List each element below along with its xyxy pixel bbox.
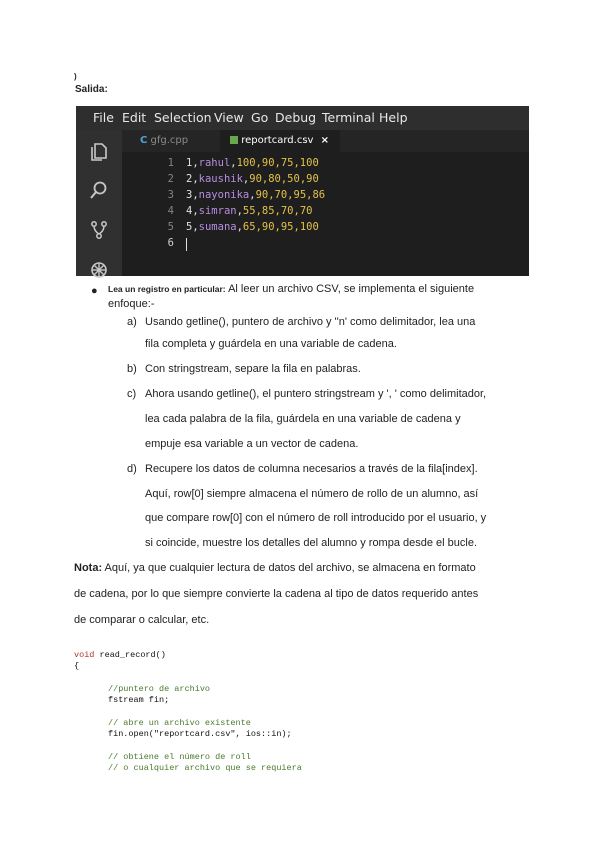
- line-number: 4: [167, 205, 174, 217]
- code-statement: fstream fin;: [108, 695, 170, 705]
- nota-text: Aquí, ya que cualquier lectura de datos del archivo, se almacena en formato: [102, 562, 476, 574]
- code-line: 2,kaushik,90,80,50,90: [186, 173, 319, 185]
- code-line: 1,rahul,100,90,75,100: [186, 157, 319, 169]
- tab-label: reportcard.csv: [241, 135, 314, 146]
- step-marker-a: a): [127, 316, 137, 328]
- menu-help[interactable]: Help: [379, 110, 408, 125]
- function-name: read_record(): [94, 650, 166, 660]
- code-comment: // abre un archivo existente: [108, 718, 251, 728]
- line-number: 1: [167, 157, 174, 169]
- step-c-line3: empuje esa variable a un vector de cadena.: [145, 438, 359, 450]
- step-d-line1: Recupere los datos de columna necesarios a través de la fila[index].: [145, 463, 478, 475]
- code-comment: // o cualquier archivo que se requiera: [108, 763, 302, 773]
- step-marker-c: c): [127, 388, 137, 400]
- activity-bar: [76, 130, 122, 276]
- keyword-void: void: [74, 650, 95, 660]
- menu-edit[interactable]: Edit: [122, 110, 147, 125]
- menu-terminal[interactable]: Terminal: [322, 110, 375, 125]
- close-icon[interactable]: ×: [320, 135, 330, 146]
- line-number: 2: [167, 173, 174, 185]
- step-b-line1: Con stringstream, separe la fila en palabras.: [145, 363, 361, 375]
- menu-file[interactable]: File: [93, 110, 114, 125]
- code-line: 4,simran,55,85,70,70: [186, 205, 313, 217]
- debug-icon[interactable]: [89, 258, 109, 278]
- stray-mark: ): [74, 72, 77, 81]
- code-signature: [74, 650, 166, 660]
- code-editor[interactable]: [122, 152, 529, 276]
- nota-label: Nota:: [74, 562, 103, 574]
- step-d-line2: Aquí, row[0] siempre almacena el número de rollo de un alumno, así: [145, 488, 479, 500]
- salida-label: Salida:: [75, 84, 108, 95]
- csv-file-icon: [230, 136, 238, 144]
- menu-bar: [76, 106, 529, 130]
- code-open-brace: {: [74, 661, 80, 671]
- code-comment: //puntero de archivo: [108, 684, 211, 694]
- bullet-icon: ●: [91, 285, 98, 297]
- menu-selection[interactable]: Selection: [154, 110, 212, 125]
- code-line: 3,nayonika,90,70,95,86: [186, 189, 326, 201]
- tab-gfg-cpp[interactable]: [140, 130, 210, 152]
- editor-tabs: [122, 130, 529, 152]
- step-marker-b: b): [127, 363, 137, 375]
- step-d-line3: que compare row[0] con el número de roll introducido por el usuario, y: [145, 512, 487, 524]
- tab-label: gfg.cpp: [150, 135, 189, 146]
- step-c-line1: Ahora usando getline(), el puntero stringstream y ', ' como delimitador,: [145, 388, 487, 400]
- bullet-line1: [108, 283, 474, 295]
- code-statement: fin.open("reportcard.csv", ios::in);: [108, 729, 292, 739]
- bullet-line2: enfoque:-: [108, 298, 155, 310]
- editor-screenshot: [76, 106, 529, 276]
- menu-debug[interactable]: Debug: [275, 110, 317, 125]
- menu-view[interactable]: View: [214, 110, 244, 125]
- step-a-line1: Usando getline(), puntero de archivo y ''n' como delimitador, lea una: [145, 316, 476, 328]
- code-comment: // obtiene el número de roll: [108, 752, 251, 762]
- step-d-line4: si coincide, muestre los detalles del alumno y rompa desde el bucle.: [145, 537, 478, 549]
- step-c-line2: lea cada palabra de la fila, guárdela en una variable de cadena y: [145, 413, 461, 425]
- text-cursor: [186, 238, 187, 251]
- nota-line2: de cadena, por lo que siempre convierte la cadena al tipo de datos requerido antes: [74, 588, 479, 600]
- step-marker-d: d): [127, 463, 137, 475]
- cpp-file-icon: C: [140, 135, 148, 146]
- bullet-text: Al leer un archivo CSV, se implementa el siguiente: [225, 283, 475, 295]
- nota-line1: [74, 562, 476, 574]
- code-line: 5,sumana,65,90,95,100: [186, 221, 319, 233]
- line-number: 5: [167, 221, 174, 233]
- tab-reportcard-csv[interactable]: [220, 130, 340, 152]
- bullet-heading: Lea un registro en particular:: [108, 284, 226, 294]
- nota-line3: de comparar o calcular, etc.: [74, 614, 210, 626]
- line-number: 3: [167, 189, 174, 201]
- search-icon[interactable]: [89, 180, 109, 200]
- source-control-icon[interactable]: [89, 220, 109, 240]
- files-icon[interactable]: [89, 142, 109, 162]
- step-a-line2: fila completa y guárdela en una variable de cadena.: [145, 338, 397, 350]
- menu-go[interactable]: Go: [251, 110, 269, 125]
- line-number: 6: [167, 237, 174, 249]
